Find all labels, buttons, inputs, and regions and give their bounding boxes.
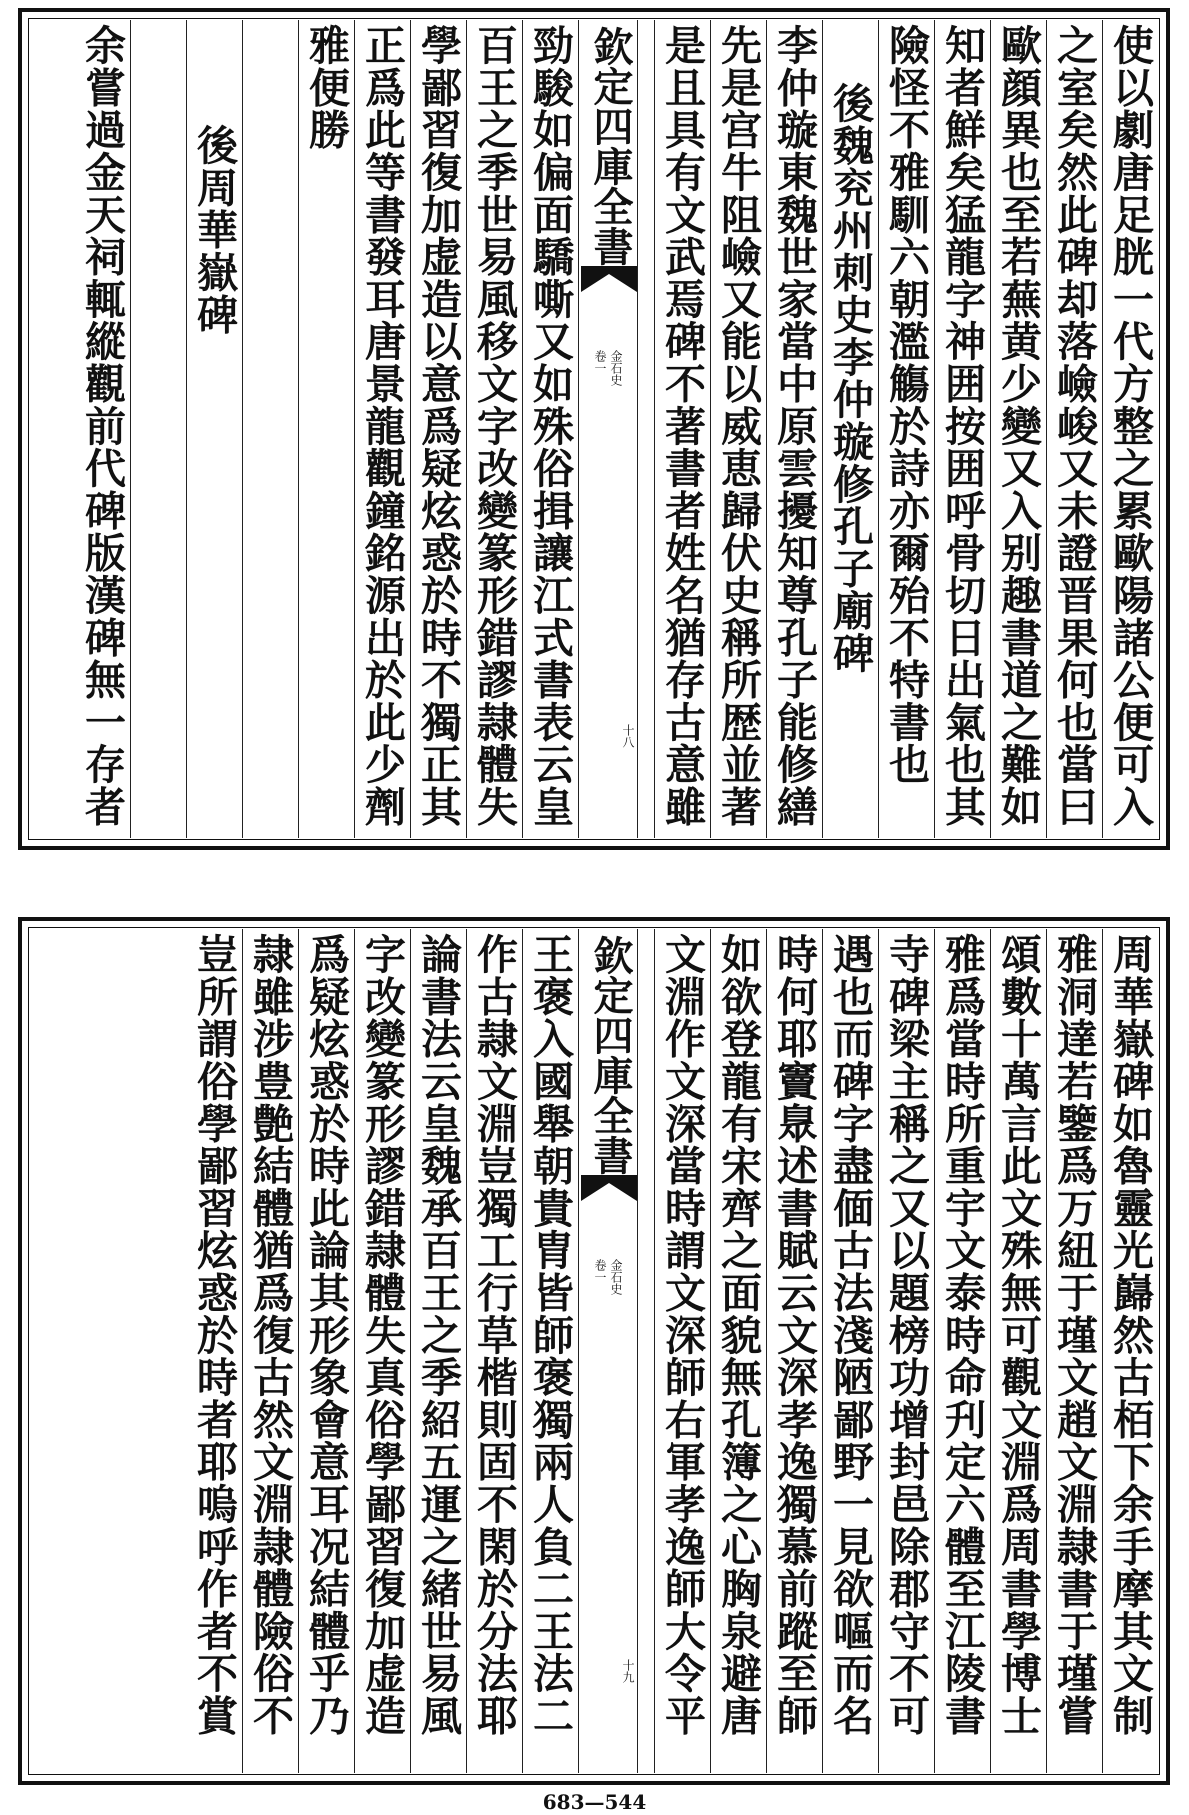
- column-text: 如欲登龍有宋齊之面貌無孔簿之心胸泉避唐: [714, 933, 762, 1737]
- text-column: [522, 929, 578, 1773]
- gutter-book-title: 金石史: [609, 350, 623, 386]
- text-column: [130, 20, 186, 838]
- column-text: 文淵作文深當時謂文深師右軍孝逸師大令平: [658, 933, 706, 1737]
- text-column: [766, 20, 822, 838]
- column-text: 雅爲當時所重宇文泰時命刋定六體至江陵書: [938, 933, 986, 1737]
- column-text: 先是宫牛阻嶮又能以威恵歸伏史稱所歴並著: [714, 24, 762, 828]
- text-column: [990, 929, 1046, 1773]
- column-text: 王褒入國舉朝貴胄皆師褒獨兩人負二王法二: [526, 933, 574, 1737]
- column-text: 遇也而碑字盡偭古法淺陋鄙野一見欲嘔而名: [826, 933, 874, 1737]
- folio-top: [18, 8, 1170, 850]
- gutter-volume: 卷一: [593, 350, 607, 374]
- column-text: [131, 24, 186, 838]
- text-column: [298, 20, 354, 838]
- gutter-subtitle: [579, 350, 637, 386]
- section-heading: 後周華嶽碑: [190, 124, 238, 336]
- text-column: [186, 929, 242, 1773]
- column-text: 周華嶽碑如魯靈光巋然古栢下余手摩其文制: [1106, 933, 1154, 1737]
- center-gutter: [578, 929, 638, 1773]
- text-column: [242, 929, 298, 1773]
- text-column: [934, 929, 990, 1773]
- column-text: 是且具有文武焉碑不著書者姓名猶存古意雖: [658, 24, 706, 828]
- column-text: 雅洞達若鑒爲万紐于瑾文趙文淵隷書于瑾嘗: [1050, 933, 1098, 1737]
- column-text: 之室矣然此碑却落嶮峻又未證晋果何也當曰: [1050, 24, 1098, 828]
- column-text: 豈所謂俗學鄙習炫惑於時者耶嗚呼作者不賞: [190, 933, 238, 1737]
- text-column: [1102, 20, 1158, 838]
- text-column: [242, 20, 298, 838]
- column-text: 雅便勝: [302, 24, 350, 151]
- text-column: [710, 929, 766, 1773]
- text-column: [766, 929, 822, 1773]
- column-text: 學鄙習復加虚造以意爲疑炫惑於時不獨正其: [414, 24, 462, 828]
- bottom-right-half: [598, 929, 1158, 1773]
- column-text: 寺碑梁主稱之又以題榜功增封邑除郡守不可: [882, 933, 930, 1737]
- column-text: 險怪不雅馴六朝濫觴於詩亦爾殆不特書也: [882, 24, 930, 786]
- column-text: 李仲璇東魏世家當中原雲擾知尊孔子能修繕: [770, 24, 818, 828]
- text-column: [74, 20, 130, 838]
- column-text: 爲疑炫惑於時此論其形象會意耳况結體乎乃: [302, 933, 350, 1737]
- text-column: [354, 929, 410, 1773]
- top-left-half: [30, 20, 578, 838]
- text-column: [410, 929, 466, 1773]
- text-column: [354, 20, 410, 838]
- text-column: [522, 20, 578, 838]
- gutter-title: 欽定四庫全書: [587, 26, 634, 266]
- gutter-subtitle: [579, 1259, 637, 1295]
- column-text: 余嘗過金天祠輒縱觀前代碑版漢碑無一存者: [78, 24, 126, 828]
- column-text: 時何耶竇臮述書賦云文深孝逸獨慕前蹤至師: [770, 933, 818, 1737]
- text-column: [1102, 929, 1158, 1773]
- text-column: [822, 929, 878, 1773]
- text-column: [1046, 20, 1102, 838]
- column-text: 隷雖涉豊艶結體猶爲復古然文淵隷體險俗不: [246, 933, 294, 1737]
- center-gutter: [578, 20, 638, 838]
- text-column: [878, 929, 934, 1773]
- text-column: [654, 929, 710, 1773]
- column-text: 頌數十萬言此文殊無可觀文淵爲周書學博士: [994, 933, 1042, 1737]
- text-column: [878, 20, 934, 838]
- gutter-title: 欽定四庫全書: [587, 935, 634, 1175]
- column-text: 作古隷文淵豈獨工行草楷則固不閑於分法耶: [470, 933, 518, 1737]
- text-column: [298, 929, 354, 1773]
- column-text: 勁駿如偏面驕嘶又如殊俗揖讓江式書表云皇: [526, 24, 574, 828]
- page-number-footer: 683—544: [542, 1790, 647, 1814]
- column-text: 正爲此等書發耳唐景龍觀鐘銘源出於此少劑: [358, 24, 406, 828]
- text-column: [466, 929, 522, 1773]
- folio-bottom: [18, 917, 1170, 1785]
- gutter-volume: 卷一: [593, 1259, 607, 1283]
- column-text: 論書法云皇魏承百王之季紹五運之緒世易風: [414, 933, 462, 1737]
- column-text: 歐顔異也至若蕪黄少變又入别趣書道之難如: [994, 24, 1042, 828]
- column-text: 字改變篆形謬錯隷體失真俗學鄙習復加虚造: [358, 933, 406, 1737]
- section-heading: 後魏兖州刺史李仲璇修孔子廟碑: [826, 82, 874, 675]
- text-column: [710, 20, 766, 838]
- text-column: [934, 20, 990, 838]
- column-text: 知者鮮矣猛龍字神囲按囲呼骨切日出氣也其: [938, 24, 986, 828]
- leaf-number: 十九: [621, 1659, 635, 1683]
- text-column: [186, 20, 242, 838]
- fishtail-mark-icon: [581, 1175, 637, 1201]
- gutter-book-title: 金石史: [609, 1259, 623, 1295]
- text-column: [466, 20, 522, 838]
- column-text: 使以劇唐足胱一代方整之累歐陽諸公便可入: [1106, 24, 1154, 828]
- text-column: [990, 20, 1046, 838]
- column-text: 百王之季世易風移文字改變篆形錯謬隷體失: [470, 24, 518, 828]
- text-column: [410, 20, 466, 838]
- leaf-number: 十八: [621, 724, 635, 748]
- column-text: [243, 24, 298, 838]
- text-column: [1046, 929, 1102, 1773]
- fishtail-mark-icon: [581, 266, 637, 292]
- text-column: [654, 20, 710, 838]
- text-column: [822, 20, 878, 838]
- top-right-half: [598, 20, 1158, 838]
- bottom-left-half: [30, 929, 578, 1773]
